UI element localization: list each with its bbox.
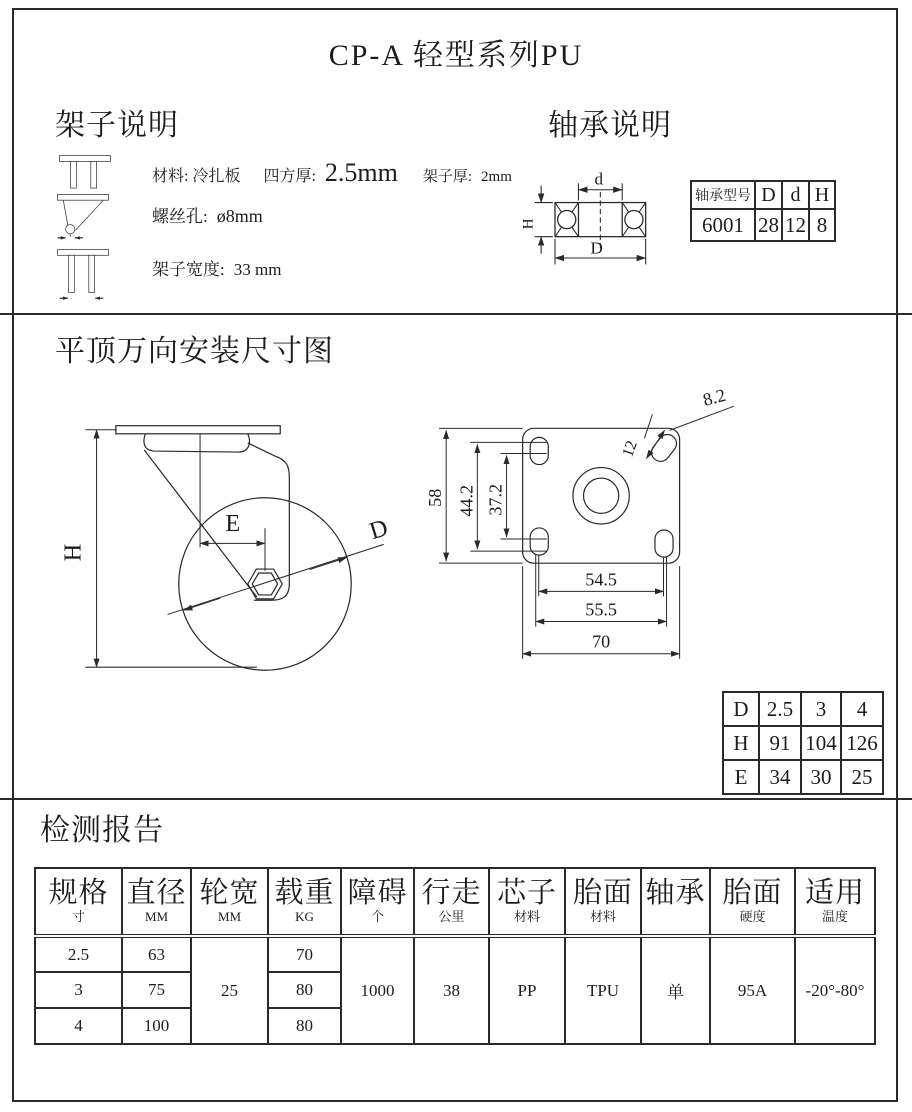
report-header-diameter: 直径 MM (122, 868, 191, 936)
dhe-cell: 126 (841, 726, 883, 760)
distance-cell: 38 (414, 936, 489, 1044)
report-header-obstacle: 障碍 个 (341, 868, 414, 936)
bearing-H-value: 8 (809, 209, 835, 241)
report-section-title: 检测报告 (40, 814, 164, 847)
section-divider-bottom (0, 798, 912, 800)
dhe-row-E (723, 760, 883, 794)
report-table (34, 867, 876, 1045)
dhe-cell: 34 (759, 760, 801, 794)
square-thickness-value: 2.5mm (324, 158, 398, 187)
report-header-wheel-width: 轮宽 MM (191, 868, 268, 936)
report-header-distance: 行走 公里 (414, 868, 489, 936)
dim-55-5-label: 55.5 (585, 599, 617, 620)
bearing-table-header-row (691, 181, 835, 209)
screw-hole-value: ø8mm (216, 206, 263, 226)
dhe-row-H (723, 726, 883, 760)
obstacle-cell: 1000 (341, 936, 414, 1044)
dhe-cell: 30 (801, 760, 841, 794)
bearing-type-cell: 单 (641, 936, 710, 1044)
dhe-cell: 91 (759, 726, 801, 760)
report-header-core: 芯子 材料 (489, 868, 565, 936)
plate-top-view-drawing (420, 384, 742, 682)
bearing-section-title: 轴承说明 (548, 109, 672, 142)
dhe-cell: 104 (801, 726, 841, 760)
bearing-dim-d-label: d (594, 169, 603, 189)
core-material-cell: PP (489, 936, 565, 1044)
dhe-label-D: D (723, 692, 759, 726)
bearing-diagram (520, 162, 678, 274)
dim-E-label: E (225, 510, 241, 538)
frame-thickness-value: 2mm (481, 169, 512, 185)
dim-H-label: H (59, 543, 87, 562)
frame-width-icon (54, 247, 112, 303)
square-thickness-label: 四方厚: (263, 168, 316, 185)
dim-8-2-label: 8.2 (700, 384, 728, 410)
material-text: 材料: 冷扎板 (152, 168, 241, 185)
frame-cross-section-icon (56, 152, 114, 194)
bearing-dim-D-label: D (590, 238, 603, 258)
report-header-hardness: 胎面 硬度 (710, 868, 795, 936)
report-header-temperature: 适用 温度 (795, 868, 875, 936)
frame-thickness-label: 架子厚: (422, 169, 473, 185)
report-header-row (35, 868, 875, 936)
frame-width-label: 架子宽度: (152, 260, 225, 279)
dim-12-label: 12 (619, 438, 641, 460)
frame-side-profile-icon (54, 192, 112, 242)
screw-hole-line (152, 202, 263, 227)
dhe-row-D (723, 692, 883, 726)
dhe-cell: 3 (801, 692, 841, 726)
tread-material-cell: TPU (565, 936, 641, 1044)
section-divider-top (0, 313, 912, 315)
dim-44-2-label: 44.2 (456, 484, 477, 517)
caster-side-view-drawing (58, 398, 403, 703)
dhe-table (722, 691, 884, 795)
dhe-label-H: H (723, 726, 759, 760)
bearing-model-header: 轴承型号 (691, 181, 755, 209)
diameter-cell: 75 (122, 972, 191, 1008)
bearing-col-H: H (809, 181, 835, 209)
frame-width-value: 33 mm (233, 260, 282, 279)
diameter-cell: 63 (122, 936, 191, 972)
temperature-cell: -20°-80° (795, 936, 875, 1044)
report-header-spec: 规格 寸 (35, 868, 122, 936)
dim-70-label: 70 (592, 631, 611, 652)
dim-54-5-label: 54.5 (585, 569, 617, 590)
bearing-D-value: 28 (755, 209, 782, 241)
bearing-table (690, 180, 836, 242)
frame-width-line (152, 255, 281, 280)
frame-section-title: 架子说明 (55, 109, 179, 142)
screw-hole-label: 螺丝孔: (152, 207, 208, 226)
dim-37-2-label: 37.2 (485, 483, 506, 516)
bearing-d-value: 12 (782, 209, 809, 241)
dim-58-label: 58 (425, 488, 446, 507)
report-row-1 (35, 936, 875, 972)
report-header-tread: 胎面 材料 (565, 868, 641, 936)
load-cell: 80 (268, 972, 341, 1008)
dhe-cell: 2.5 (759, 692, 801, 726)
dhe-label-E: E (723, 760, 759, 794)
dhe-cell: 4 (841, 692, 883, 726)
mounting-section-title: 平顶万向安装尺寸图 (55, 335, 334, 368)
spec-cell: 4 (35, 1008, 122, 1044)
report-header-bearing: 轴承 (641, 868, 710, 936)
bearing-col-D: D (755, 181, 782, 209)
spec-cell: 3 (35, 972, 122, 1008)
frame-material-line (152, 158, 512, 188)
diameter-cell: 100 (122, 1008, 191, 1044)
load-cell: 70 (268, 936, 341, 972)
load-cell: 80 (268, 1008, 341, 1044)
report-header-load: 载重 KG (268, 868, 341, 936)
spec-cell: 2.5 (35, 936, 122, 972)
bearing-model-value: 6001 (691, 209, 755, 241)
bearing-col-d: d (782, 181, 809, 209)
bearing-table-data-row (691, 209, 835, 241)
page-title: CP-A 轻型系列PU (328, 39, 584, 72)
dim-D-label: D (366, 514, 392, 546)
hardness-cell: 95A (710, 936, 795, 1044)
bearing-dim-H-label: H (520, 218, 537, 230)
dhe-cell: 25 (841, 760, 883, 794)
wheel-width-cell: 25 (191, 936, 268, 1044)
